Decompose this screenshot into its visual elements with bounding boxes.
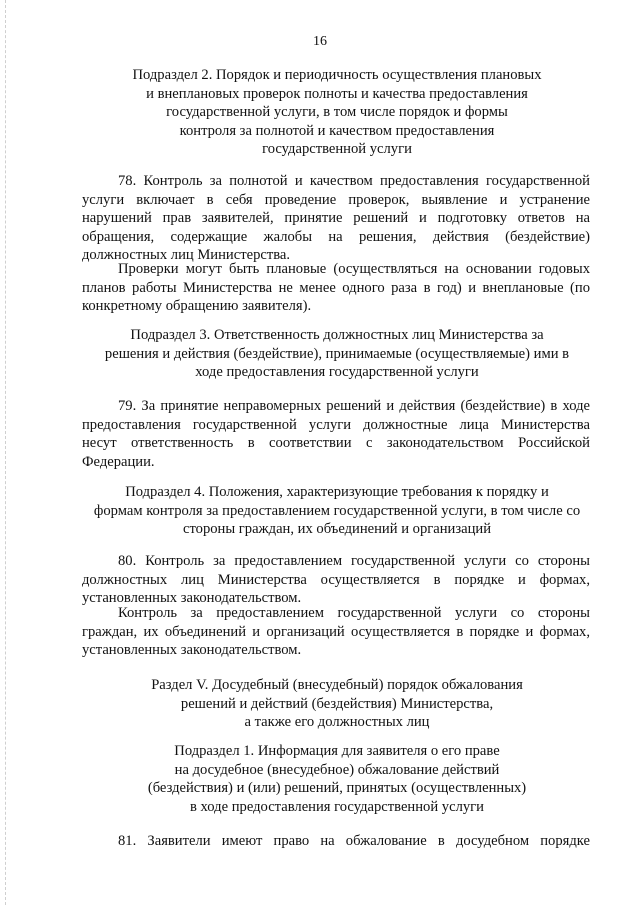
paragraph-line: 78. Контроль за полнотой и качеством предоставления государственной xyxy=(118,173,590,189)
heading-line: Подраздел 3. Ответственность должностных лиц Министерства за xyxy=(130,327,544,343)
paragraph-line: граждан, их объединений и организаций осуществляется в порядке и формах, xyxy=(82,623,590,640)
heading-line: решения и действия (бездействие), принимаемые (осуществляемые) ими в xyxy=(104,345,570,362)
paragraph-79 xyxy=(82,397,590,471)
heading-line: государственной услуги xyxy=(262,141,412,158)
paragraph-line: 80. Контроль за предоставлением государственной услуги со стороны xyxy=(118,553,590,569)
heading-line: а также его должностных лиц xyxy=(244,714,430,731)
heading-line: стороны граждан, их объединений и организаций xyxy=(182,521,492,538)
paragraph-line: Контроль за предоставлением государственной услуги со стороны xyxy=(118,605,590,621)
paragraph-line: несут ответственность в соответствии с законодательством Российской xyxy=(82,435,590,452)
subsection-4-heading xyxy=(90,483,584,539)
paragraph-line: обращения, содержащие жалобы на решения, действия (бездействие) xyxy=(82,228,590,245)
heading-line: государственной услуги, в том числе порядок и формы xyxy=(166,104,508,121)
paragraph-81 xyxy=(82,832,590,851)
paragraph-line: конкретному обращению заявителя). xyxy=(82,298,312,315)
paragraph-line: 81. Заявители имеют право на обжалование в досудебном порядке xyxy=(118,833,590,849)
paragraph-line: должностных лиц Министерства осуществляется в порядке и формах, xyxy=(82,571,590,588)
paragraph-line: 79. За принятие неправомерных решений и действия (бездействие) в ходе xyxy=(118,398,590,414)
heading-line: Подраздел 4. Положения, характеризующие требования к порядку и xyxy=(125,484,549,500)
heading-line: и внеплановых проверок полноты и качества предоставления xyxy=(146,85,528,102)
page-edge-line xyxy=(5,0,6,905)
paragraph-line: предоставления государственной услуги должностные лица Министерства xyxy=(82,416,590,433)
paragraph-line: установленных законодательством. xyxy=(82,590,302,607)
heading-line: в ходе предоставления государственной услуги xyxy=(190,798,484,815)
heading-line: (бездействия) и (или) решений, принятых (осуществленных) xyxy=(147,780,527,797)
paragraph-line: должностных лиц Министерства. xyxy=(82,247,291,264)
heading-line: контроля за полнотой и качеством предоставления xyxy=(179,122,495,139)
paragraph-line: планов работы Министерства не менее одного раза в год) и внеплановые (по xyxy=(82,279,590,296)
subsection-1-heading xyxy=(90,742,584,816)
page-number: 16 xyxy=(313,34,327,49)
subsection-3-heading xyxy=(90,326,584,382)
paragraph-line: услуги включает в себя проведение проверок, выявление и устранение xyxy=(82,191,590,208)
paragraph-80 xyxy=(82,552,590,608)
heading-line: Подраздел 2. Порядок и периодичность осуществления плановых xyxy=(132,67,542,83)
paragraph-line: нарушений прав заявителей, принятие решений и подготовку ответов на xyxy=(82,210,590,227)
paragraph-line: Проверки могут быть плановые (осуществляться на основании годовых xyxy=(118,261,590,277)
paragraph-78-inspections xyxy=(82,260,590,316)
paragraph-78 xyxy=(82,172,590,265)
heading-line: ходе предоставления государственной услуги xyxy=(195,364,479,381)
paragraph-80-citizens xyxy=(82,604,590,660)
heading-line: на досудебное (внесудебное) обжалование действий xyxy=(174,761,500,778)
subsection-2-heading xyxy=(90,66,584,159)
paragraph-line: Федерации. xyxy=(82,453,155,470)
heading-line: Раздел V. Досудебный (внесудебный) порядок обжалования xyxy=(151,677,523,693)
heading-line: формам контроля за предоставлением государственной услуги, в том числе со xyxy=(93,502,581,519)
heading-line: Подраздел 1. Информация для заявителя о его праве xyxy=(174,743,500,759)
paragraph-line: установленных законодательством. xyxy=(82,642,302,659)
section-5-heading xyxy=(90,676,584,732)
heading-line: решений и действий (бездействия) Министерства, xyxy=(180,695,494,712)
